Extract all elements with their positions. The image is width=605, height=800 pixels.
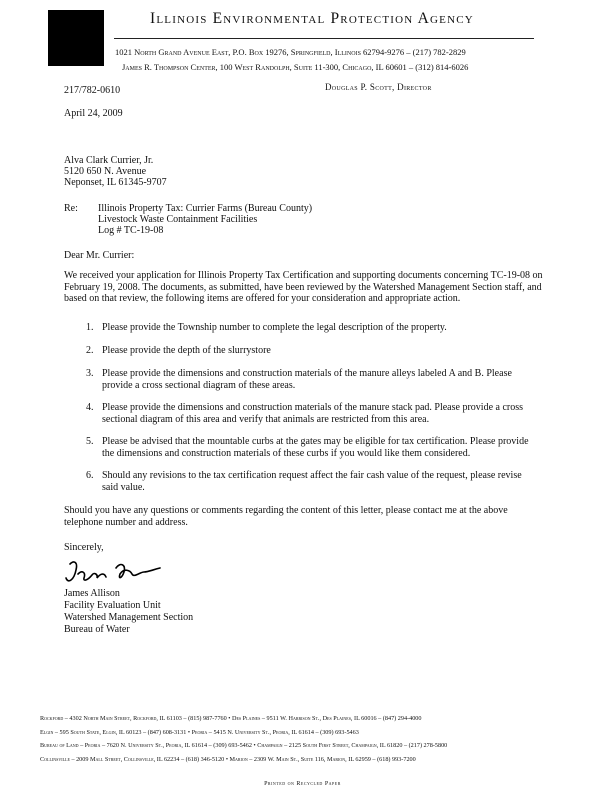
director-name: Douglas P. Scott, Director [325, 82, 432, 92]
closing-paragraph: Should you have any questions or comments regarding the content of this letter, please contact me at the above telephone number and address. [64, 505, 508, 528]
signer-line: James Allison [64, 588, 120, 599]
signer-line: Facility Evaluation Unit [64, 600, 161, 611]
item-text: Please provide the dimensions and construction materials of the manure alleys labeled A and B. Please provide a cross sectional diagram of these areas. [102, 368, 512, 391]
item-number: 5. [86, 436, 94, 447]
item-text: Please be advised that the mountable curbs at the gates may be eligible for tax certification. Please provide the dimensions and construction materials of these curbs if you would like them considered. [102, 436, 529, 459]
item-number: 1. [86, 322, 94, 333]
recycled-paper-note: Printed on Recycled Paper [264, 781, 341, 787]
address-springfield: 1021 North Grand Avenue East, P.O. Box 19276, Springfield, Illinois 62794-9276 – (217) 782-2829 [115, 47, 466, 57]
footer-line: Elgin – 595 South State, Elgin, IL 60123 – (847) 608-3131 • Peoria – 5415 N. University St., Peoria, IL 61614 – (309) 693-5463 [40, 728, 359, 736]
footer-line: Rockford – 4302 North Main Street, Rockford, IL 61103 – (815) 987-7760 • Des Plaines – 9511 W. Harrison St., Des Plaines, IL 60016 – (847) 294-4000 [40, 715, 422, 722]
item-number: 3. [86, 368, 94, 379]
signer-line: Bureau of Water [64, 624, 130, 635]
recipient-address [64, 155, 167, 188]
item-number: 4. [86, 402, 94, 413]
item-text: Please provide the Township number to complete the legal description of the property. [102, 322, 447, 333]
address-chicago: James R. Thompson Center, 100 West Randolph, Suite 11-300, Chicago, IL 60601 – (312) 814-6026 [122, 62, 469, 72]
re-line: Log # TC-19-08 [98, 225, 164, 236]
agency-logo [48, 10, 104, 66]
signer-block [64, 588, 193, 636]
footer-line: Bureau of Land – Peoria – 7620 N. University St., Peoria, IL 61614 – (309) 693-5462 • Champaign – 2125 South First Street, Champaign, IL 61820 – (217) 278-5800 [40, 742, 448, 749]
item-text: Please provide the dimensions and construction materials of the manure stack pad. Please provide a cross sectional diagram of this area and verify that animals are restricted from this area. [102, 402, 523, 425]
sender-phone: 217/782-0610 [64, 85, 121, 96]
recipient-line: 5120 650 N. Avenue [64, 166, 147, 177]
header-rule [114, 38, 534, 39]
item-text: Should any revisions to the tax certification request affect the fair cash value of the request, please revise said value. [102, 470, 522, 493]
signature-image [64, 558, 184, 588]
item-number: 2. [86, 345, 94, 356]
re-line: Livestock Waste Containment Facilities [98, 214, 258, 225]
item-text: Please provide the depth of the slurrystore [102, 345, 271, 356]
recipient-line: Alva Clark Currier, Jr. [64, 155, 154, 166]
item-number: 6. [86, 470, 94, 481]
intro-paragraph: We received your application for Illinois Property Tax Certification and supporting documents concerning TC-19-08 on February 19, 2008. The documents, as submitted, have been reviewed by the Watershed Management Section staff, and based on that review, the following items are offered for your consideration and appropriate action. [64, 270, 543, 304]
sign-off: Sincerely, [64, 542, 104, 553]
office-addresses-footer [40, 712, 600, 766]
salutation: Dear Mr. Currier: [64, 250, 135, 261]
signer-line: Watershed Management Section [64, 612, 194, 623]
footer-line: Collinsville – 2009 Mall Street, Collinsville, IL 62234 – (618) 346-5120 • Marion – 2309 W. Main St., Suite 116, Marion, IL 62959 – (618) 993-7200 [40, 755, 416, 763]
recipient-line: Neponset, IL 61345-9707 [64, 177, 167, 188]
re-line: Illinois Property Tax: Currier Farms (Bureau County) [98, 203, 313, 214]
letter-date: April 24, 2009 [64, 108, 123, 119]
re-label: Re: [64, 203, 78, 214]
agency-name: Illinois Environmental Protection Agency [150, 10, 474, 27]
re-subject [98, 203, 312, 236]
